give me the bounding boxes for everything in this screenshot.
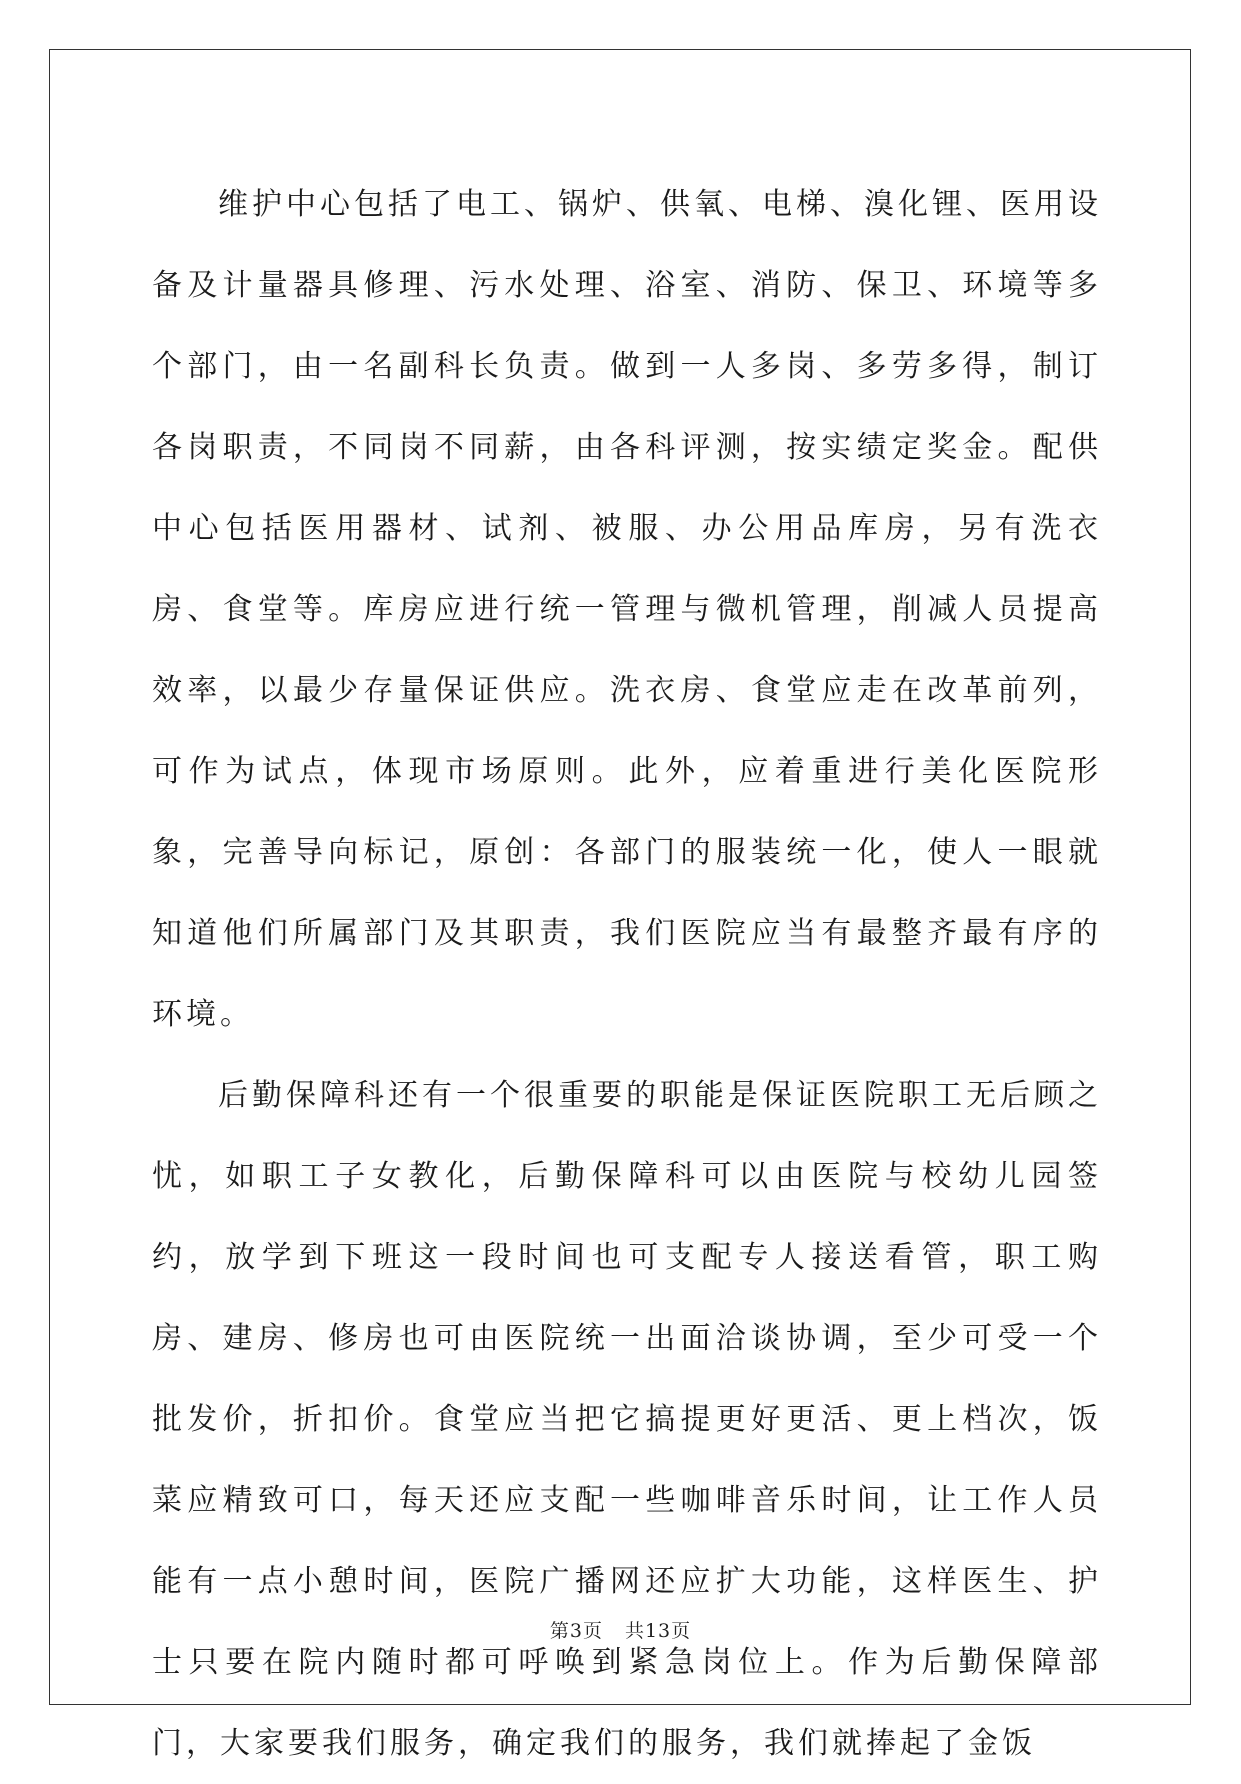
paragraph: 维护中心包括了电工、锅炉、供氧、电梯、溴化锂、医用设备及计量器具修理、污水处理、浴室、消防、保卫、环境等多个部门，由一名副科长负责。做到一人多岗、多劳多得，制订各岗职责，不同岗不同薪，由各科评测，按实绩定奖金。配供中心包括医用器材、试剂、被服、办公用品库房，另有洗衣房、食堂等。库房应进行统一管理与微机管理，削减人员提高效率，以最少存量保证供应。洗衣房、食堂应走在改革前列，可作为试点，体现市场原则。此外，应着重进行美化医院形象，完善导向标记，原创：各部门的服装统一化，使人一眼就知道他们所属部门及其职责，我们医院应当有最整齐最有序的环境。 bbox=[152, 187, 1102, 1032]
document-body bbox=[152, 164, 1102, 1784]
page-footer bbox=[0, 1616, 1241, 1643]
total-pages: 共13页 bbox=[624, 1620, 692, 1642]
paragraph: 后勤保障科还有一个很重要的职能是保证医院职工无后顾之忧，如职工子女教化，后勤保障科可以由医院与校幼儿园签约，放学到下班这一段时间也可支配专人接送看管，职工购房、建房、修房也可由医院统一出面洽谈协调，至少可受一个批发价，折扣价。食堂应当把它搞提更好更活、更上档次，饭菜应精致可口，每天还应支配一些咖啡音乐时间，让工作人员能有一点小憩时间，医院广播网还应扩大功能，这样医生、护士只要在院内随时都可呼唤到紧急岗位上。作为后勤保障部门，大家要我们服务，确定我们的服务，我们就捧起了金饭 bbox=[152, 1078, 1102, 1761]
current-page-number: 第3页 bbox=[549, 1620, 603, 1642]
